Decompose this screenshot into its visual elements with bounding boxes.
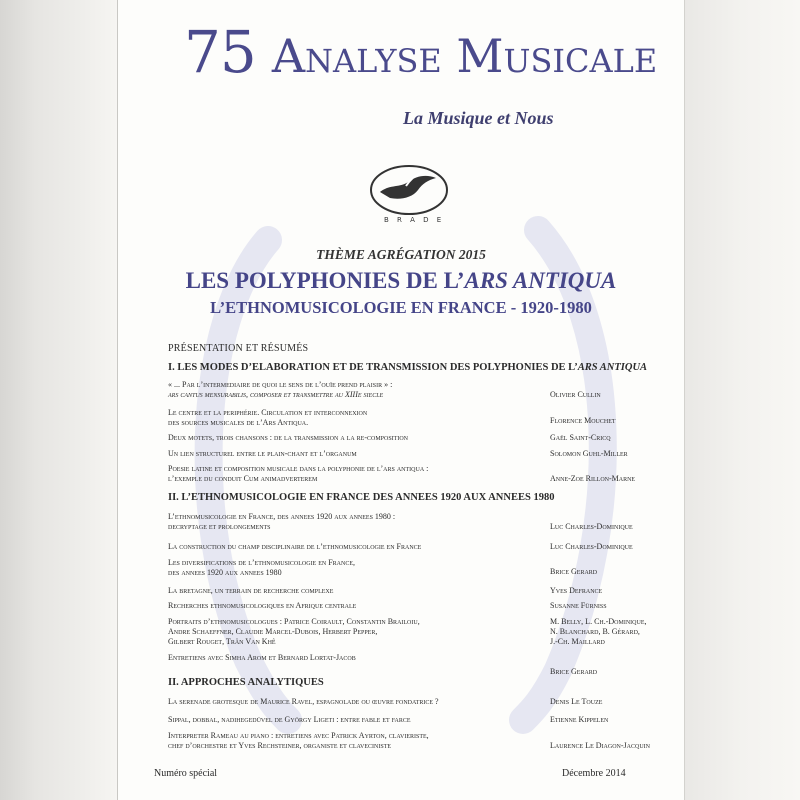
- toc-author: Luc Charles-Dominique: [550, 522, 633, 531]
- toc-author: Brice Gerard: [550, 567, 598, 576]
- book-spine: [0, 0, 118, 800]
- secondary-title: L’ETHNOMUSICOLOGIE EN FRANCE - 1920-1980: [210, 298, 592, 317]
- toc-author: Olivier Cullin: [550, 390, 601, 399]
- section-heading-1: I. LES MODES D’ELABORATION ET DE TRANSMISSION DES POLYPHONIES DE L’ARS ANTIQUA: [168, 362, 648, 373]
- toc-author: Denis Le Touze: [550, 697, 603, 706]
- publisher-dove-logo: [366, 158, 452, 228]
- toc-entry: Entretiens avec Simha Arom et Bernard Lortat-Jacob: [168, 653, 356, 662]
- toc-entry: La serenade grotesque de Maurice Ravel, espagnolade ou œuvre fondatrice ?: [168, 697, 439, 706]
- toc-author: Etienne Kippelen: [550, 715, 609, 724]
- section-heading-2: II. L’ETHNOMUSICOLOGIE EN FRANCE DES ANNEES 1920 AUX ANNEES 1980: [168, 492, 555, 503]
- toc-author: M. Belly, L. Ch.-Dominique, N. Blanchard, B. Gérard, J.-Ch. Maillard: [550, 617, 647, 646]
- main-title: LES POLYPHONIES DE L’ARS ANTIQUA: [185, 268, 617, 293]
- main-title-italic: ARS ANTIQUA: [464, 268, 617, 293]
- toc-entry: Interpreter Rameau au piano : entretiens avec Patrick Ayrton, clavieriste, chef d’orchestre et Yves Rechsteiner, organiste et claveciniste: [168, 731, 429, 750]
- toc-entry: Poesie latine et composition musicale dans la polyphonie de l’ars antiqua : l’exemple du conduit Cum animadverterem: [168, 464, 429, 483]
- journal-cover: [118, 0, 684, 800]
- toc-author: Susanne Fürniss: [550, 601, 607, 610]
- background-right: [684, 0, 800, 800]
- toc-author: Florence Mouchet: [550, 416, 616, 425]
- toc-entry: Recherches ethnomusicologiques en Afrique centrale: [168, 601, 357, 610]
- journal-subtitle: La Musique et Nous: [403, 108, 554, 128]
- toc-entry: « ... Par l’intermediaire de quoi le sens de l’ouïe prend plaisir » : ars cantus mensurabilis, composer et transmettre au XIIIe siecle: [168, 380, 393, 399]
- toc-author: Gaël Saint-Cricq: [550, 433, 611, 442]
- svg-text:B R A D E: B R A D E: [384, 216, 445, 224]
- toc-author: Laurence Le Diagon-Jacquin: [550, 741, 650, 750]
- toc-entry: La construction du champ disciplinaire de l’ethnomusicologie en France: [168, 542, 422, 551]
- presentation-heading: PRÉSENTATION ET RÉSUMÉS: [168, 343, 309, 354]
- toc-author: Luc Charles-Dominique: [550, 542, 633, 551]
- toc-entry: Le centre et la periphérie. Circulation et interconnexion des sources musicales de l’Ars Antiqua.: [168, 408, 368, 427]
- toc-entry: Deux motets, trois chansons : de la transmission a la re-composition: [168, 433, 409, 442]
- toc-author: Brice Gerard: [550, 667, 598, 676]
- toc-entry: Un lien structurel entre le plain-chant et l’organum: [168, 449, 357, 458]
- theme-line: THÈME AGRÉGATION 2015: [316, 247, 486, 262]
- section-heading-3: II. APPROCHES ANALYTIQUES: [168, 677, 324, 688]
- toc-author: Solomon Guhl-Miller: [550, 449, 628, 458]
- footer-date: Décembre 2014: [562, 768, 626, 779]
- journal-title: Analyse Musicale: [271, 29, 658, 83]
- toc-entry: Les diversifications de l’ethnomusicologie en France, des annees 1920 aux annees 1980: [168, 558, 355, 577]
- toc-entry: La bretagne, un terrain de recherche complexe: [168, 586, 334, 595]
- issue-number: 75: [184, 18, 256, 86]
- masthead: [184, 18, 664, 88]
- footer-special-issue: Numéro spécial: [154, 768, 218, 779]
- toc-entry: L’ethnomusicologie en France, des annees 1920 aux annees 1980 : decryptage et prolongements: [168, 512, 396, 531]
- toc-entry: Portraits d’ethnomusicologues : Patrice Coirault, Constantin Brailoiu, Andre Schaeffner, Claudie Marcel-Dubois, Herbert Pepper, Gilbert Rouget, Trân Van Khê: [168, 617, 420, 646]
- toc-author: Yves Defrance: [550, 586, 603, 595]
- toc-entry: Sippal, dobbal, nadihegedüvel de György Ligeti : entre fable et farce: [168, 715, 411, 724]
- toc-author: Anne-Zoe Rillon-Marne: [550, 474, 636, 483]
